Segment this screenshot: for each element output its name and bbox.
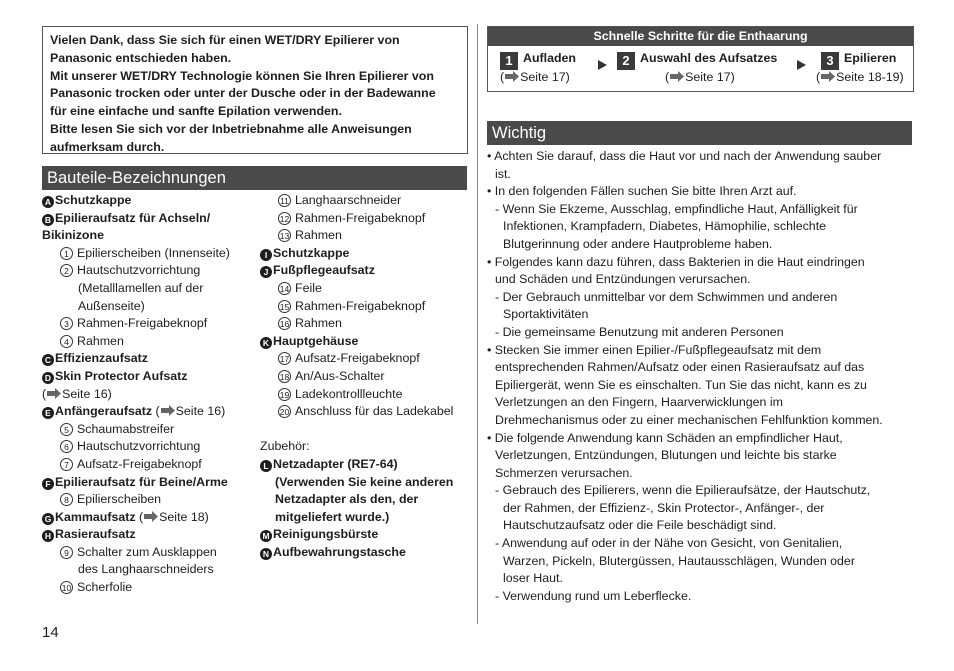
number-12-icon: 12 — [279, 213, 290, 224]
part-subitem-cont: Außenseite) — [78, 298, 145, 313]
page-reference[interactable]: ( Seite 16) — [42, 386, 112, 401]
parts-list-right — [260, 192, 472, 561]
part-subitem-cont: (Metalllamellen auf der — [78, 280, 204, 295]
number-2-icon: 2 — [60, 264, 73, 277]
letter-h-icon: H — [42, 530, 54, 542]
part-subitem: 4 Rahmen — [42, 333, 267, 351]
part-subitem: 10 Scherfolie — [61, 580, 133, 595]
quick-steps-heading: Schnelle Schritte für die Enthaarung — [488, 27, 913, 46]
letter-n-icon: N — [260, 548, 272, 560]
accessories-label: Zubehör: — [260, 439, 310, 454]
letter-l-icon: L — [260, 460, 272, 472]
step-number-1-icon: 1 — [500, 52, 518, 70]
note-dash-cont: Hautschutzaufsatz oder die Feile beschädigt sind. — [503, 518, 777, 533]
number-15-icon: 15 — [279, 301, 290, 312]
letter-j-icon: J — [260, 266, 272, 278]
column-divider — [477, 24, 478, 624]
part-subitem: 8 Epilierscheiben — [42, 491, 267, 509]
important-notes — [487, 148, 915, 605]
note-bullet-cont: Epiliergerät, wenn Sie es einschalten. Tun Sie das nicht, kann es zu — [495, 377, 867, 392]
part-item-cont: mitgeliefert wurde.) — [275, 509, 390, 524]
note-dash-cont: der Rahmen, der Effizienz-, Skin Protector-, Anfänger-, der — [503, 500, 825, 515]
note-dash-cont: Blutgerinnung oder andere Hautprobleme haben. — [503, 236, 773, 251]
parts-list-left — [42, 192, 267, 597]
letter-d-icon: D — [42, 372, 54, 384]
arrow-right-icon — [143, 511, 159, 522]
intro-line: aufmerksam durch. — [50, 139, 165, 154]
intro-line: Vielen Dank, dass Sie sich für einen WET/DRY Epilierer von — [50, 33, 400, 47]
note-dash-cont: Infektionen, Krampfadern, Diabetes, Hämophilie, schlechte — [503, 219, 827, 234]
step-arrow-icon — [797, 60, 806, 70]
part-subitem: 12 Rahmen-Freigabeknopf — [279, 210, 426, 225]
number-8-icon: 8 — [60, 493, 73, 506]
part-item: K Hauptgehäuse — [260, 333, 472, 351]
note-dash: - Anwendung auf oder in der Nähe von Gesicht, von Genitalien, — [495, 536, 843, 551]
letter-k-icon: K — [260, 337, 272, 349]
page-reference[interactable]: ( Seite 17) — [500, 70, 570, 84]
arrow-right-icon — [669, 71, 685, 82]
part-item: N Aufbewahrungstasche — [260, 544, 472, 562]
part-item: H Rasieraufsatz — [42, 526, 267, 544]
number-7-icon: 7 — [60, 458, 73, 471]
part-subitem: 11 Langhaarschneider — [260, 192, 472, 210]
intro-line: Bitte lesen Sie sich vor der Inbetriebnahme alle Anweisungen — [50, 121, 412, 136]
part-subitem-cont: des Langhaarschneiders — [78, 562, 214, 577]
part-item: J Fußpflegeaufsatz — [260, 262, 472, 280]
number-10-icon: 10 — [61, 583, 72, 594]
note-bullet-cont: Verletzungen, Entzündungen, Blutungen und leichte bis starke — [495, 448, 837, 463]
part-subitem: 14 Feile — [279, 280, 322, 295]
arrow-right-icon — [160, 405, 176, 416]
step-3 — [816, 51, 904, 84]
part-subitem: 15 Rahmen-Freigabeknopf — [279, 298, 426, 313]
letter-e-icon: E — [42, 407, 54, 419]
number-5-icon: 5 — [60, 423, 73, 436]
note-dash: - Der Gebrauch unmittelbar vor dem Schwimmen und anderen — [495, 289, 838, 304]
part-subitem: 18 An/Aus-Schalter — [279, 368, 385, 383]
note-bullet: • Stecken Sie immer einen Epilier-/Fußpflegeaufsatz mit dem — [487, 342, 822, 357]
note-dash-cont: loser Haut. — [503, 571, 563, 586]
part-item: D Skin Protector Aufsatz — [42, 368, 267, 386]
part-subitem: 17 Aufsatz-Freigabeknopf — [279, 351, 420, 366]
step-number-3-icon: 3 — [821, 52, 839, 70]
page-number: 14 — [42, 624, 59, 641]
letter-c-icon: C — [42, 354, 54, 366]
number-19-icon: 19 — [279, 389, 290, 400]
letter-f-icon: F — [42, 478, 54, 490]
part-subitem: 16 Rahmen — [279, 316, 342, 331]
intro-line: für eine einfache und sanfte Epilation verwenden. — [50, 104, 342, 119]
part-item: I Schutzkappe — [260, 245, 472, 263]
section-heading-parts: Bauteile-Bezeichnungen — [42, 166, 467, 190]
part-subitem: 13 Rahmen — [279, 228, 342, 243]
letter-i-icon: I — [260, 249, 272, 261]
page-reference[interactable]: ( Seite 18-19) — [816, 70, 904, 84]
page-reference[interactable]: Seite 18) — [159, 509, 209, 524]
part-subitem: 5 Schaumabstreifer — [42, 421, 267, 439]
quick-steps-box — [487, 26, 914, 92]
number-11-icon: 11 — [278, 194, 291, 207]
note-dash-cont: Warzen, Pickeln, Blutergüssen, Hautausschlägen, Wunden oder — [503, 553, 855, 568]
number-17-icon: 17 — [279, 354, 290, 365]
step-label: Auswahl des Aufsatzes — [640, 51, 778, 65]
note-bullet-cont: und Schäden und Entzündungen verursachen. — [495, 272, 751, 287]
note-dash-cont: Sportaktivitäten — [503, 307, 589, 322]
part-subitem: 20 Anschluss für das Ladekabel — [279, 404, 454, 419]
part-subitem: 9 Schalter zum Ausklappen — [42, 544, 267, 562]
part-subitem: 1 Epilierscheiben (Innenseite) — [42, 245, 267, 263]
step-arrow-icon — [598, 60, 607, 70]
part-item-cont: Netzadapter als den, der — [275, 492, 419, 507]
note-bullet-cont: Verletzungen an den Fingern, Haarverwicklungen im — [495, 395, 783, 410]
step-label: Epilieren — [844, 51, 897, 65]
number-1-icon: 1 — [60, 247, 73, 260]
part-item: E Anfängeraufsatz ( Seite 16) — [42, 403, 267, 421]
intro-line: Panasonic entschieden haben. — [50, 50, 232, 65]
part-subitem: 2 Hautschutzvorrichtung — [42, 262, 267, 280]
part-item: A Schutzkappe — [42, 192, 267, 210]
arrow-right-icon — [504, 71, 520, 82]
number-18-icon: 18 — [279, 371, 290, 382]
part-subitem: 19 Ladekontrollleuchte — [279, 386, 403, 401]
letter-m-icon: M — [260, 530, 272, 542]
note-bullet-cont: entsprechenden Rahmen/Aufsatz oder einen Rasieraufsatz auf das — [495, 360, 865, 375]
part-item: L Netzadapter (RE7-64) — [260, 456, 472, 474]
page-reference[interactable]: ( Seite 17) — [665, 70, 735, 84]
part-item: M Reinigungsbürste — [260, 526, 472, 544]
note-dash: - Die gemeinsame Benutzung mit anderen Personen — [495, 324, 784, 339]
number-6-icon: 6 — [60, 440, 73, 453]
arrow-right-icon — [46, 388, 62, 399]
number-14-icon: 14 — [279, 283, 290, 294]
arrow-right-icon — [820, 71, 836, 82]
intro-box — [42, 26, 468, 154]
section-heading-wichtig: Wichtig — [487, 121, 912, 145]
note-dash: - Wenn Sie Ekzeme, Ausschlag, empfindliche Haut, Anfälligkeit für — [495, 201, 858, 216]
letter-b-icon: B — [42, 214, 54, 226]
part-subitem: 6 Hautschutzvorrichtung — [42, 438, 267, 456]
note-dash: - Gebrauch des Epilierers, wenn die Epilieraufsätze, der Hautschutz, — [495, 483, 871, 498]
number-3-icon: 3 — [60, 317, 73, 330]
intro-line: Mit unserer WET/DRY Technologie können Sie Ihren Epilierer von — [50, 68, 434, 83]
number-9-icon: 9 — [60, 546, 73, 559]
spacer — [260, 421, 472, 439]
part-item: C Effizienzaufsatz — [42, 350, 267, 368]
note-bullet-cont: Drehmechanismus oder zu einer mechanischen Fehlfunktion kommen. — [495, 412, 883, 427]
note-bullet-cont: Schmerzen verursachen. — [495, 465, 633, 480]
note-bullet: • In den folgenden Fällen suchen Sie bitte Ihren Arzt auf. — [487, 184, 797, 199]
part-item: B Epilieraufsatz für Achseln/ — [42, 210, 267, 228]
letter-g-icon: G — [42, 513, 54, 525]
note-bullet: • Die folgende Anwendung kann Schäden an empfindlicher Haut, — [487, 430, 843, 445]
part-subitem: 3 Rahmen-Freigabeknopf — [42, 315, 267, 333]
intro-line: Panasonic trocken oder unter der Dusche oder in der Badewanne — [50, 86, 436, 101]
note-bullet-cont: ist. — [495, 166, 511, 181]
part-item-cont: Bikinizone — [42, 228, 104, 243]
note-bullet: • Folgendes kann dazu führen, dass Bakterien in die Haut eindringen — [487, 254, 865, 269]
note-dash: - Verwendung rund um Leberflecke. — [495, 588, 692, 603]
page-reference[interactable]: Seite 16) — [175, 404, 226, 419]
letter-a-icon: A — [42, 196, 54, 208]
number-4-icon: 4 — [60, 335, 73, 348]
part-item: F Epilieraufsatz für Beine/Arme — [42, 474, 267, 492]
step-2 — [617, 51, 777, 84]
step-number-2-icon: 2 — [617, 52, 635, 70]
part-subitem: 7 Aufsatz-Freigabeknopf — [42, 456, 267, 474]
step-label: Aufladen — [523, 51, 577, 65]
number-13-icon: 13 — [279, 231, 290, 242]
part-item-cont: (Verwenden Sie keine anderen — [275, 474, 454, 489]
part-item: G Kammaufsatz ( Seite 18) — [42, 509, 267, 527]
number-16-icon: 16 — [279, 319, 290, 330]
note-bullet: • Achten Sie darauf, dass die Haut vor und nach der Anwendung sauber — [487, 149, 882, 163]
step-1 — [500, 51, 576, 84]
number-20-icon: 20 — [279, 407, 290, 418]
